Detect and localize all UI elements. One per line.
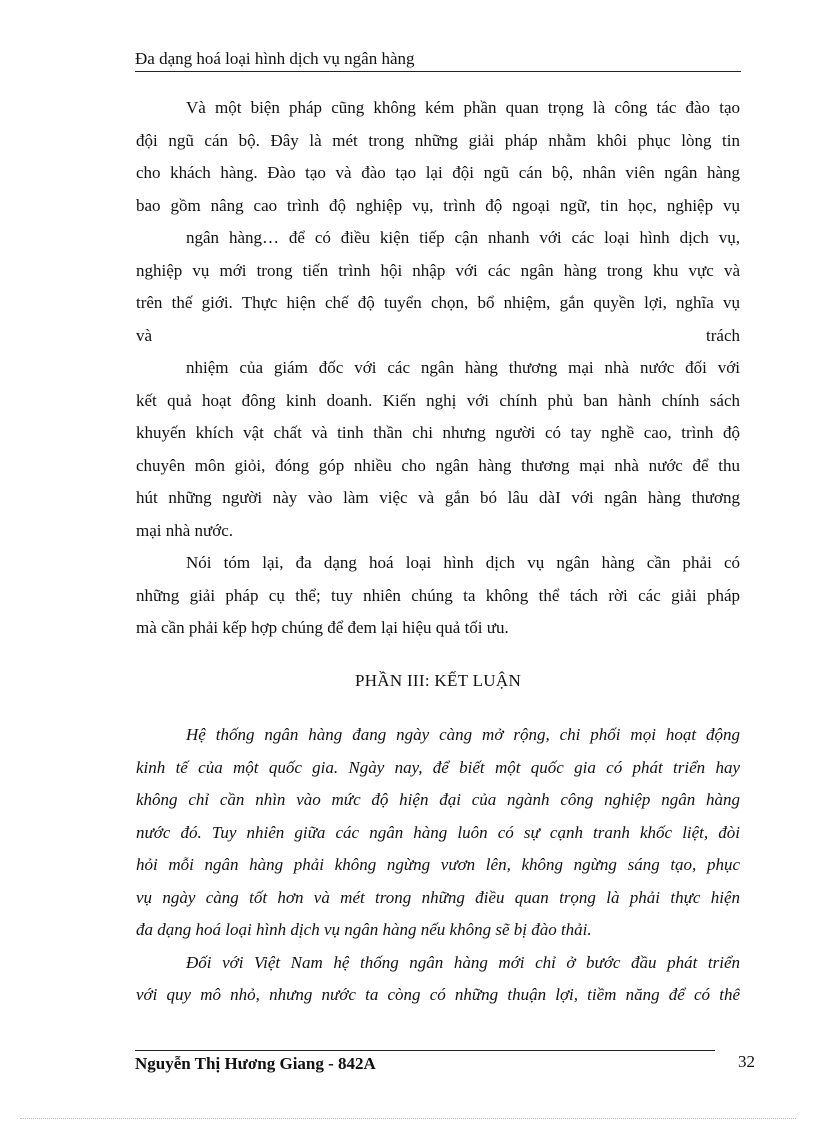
text-line: kết quả hoạt đông kinh doanh. Kiến nghị với chính phủ ban hành chính sách [136, 390, 740, 410]
document-body [136, 92, 740, 1012]
split-left: và [136, 325, 153, 345]
text-line: bao gồm nâng cao trình độ nghiệp vụ, trình độ ngoại ngữ, tin học, nghiệp vụ [136, 195, 740, 215]
text-line: đa dạng hoá loại hình dịch vụ ngân hàng nếu không sẽ bị đào thải. [136, 920, 592, 939]
text-line: cho khách hàng. Đào tạo và đào tạo lại đội ngũ cán bộ, nhân viên ngân hàng [136, 163, 740, 182]
text-line: mại nhà nước. [136, 520, 234, 540]
conclusion-paragraph-1 [136, 719, 740, 947]
text-line: vụ ngày càng tốt hơn và mét trong những điều quan trọng là phải thực hiện [136, 887, 740, 907]
text-line: với quy mô nhỏ, nhưng nước ta còng có những thuận lợi, tiềm năng để có thể [136, 985, 740, 1004]
text-line: kinh tế của một quốc gia. Ngày nay, để biết một quốc gia có phát triển hay [136, 757, 740, 777]
text-line: Đối với Việt Nam hệ thống ngân hàng mới chỉ ở bước đầu phát triển [186, 952, 740, 972]
text-line: nhiệm của giám đốc với các ngân hàng thương mại nhà nước đối với [186, 358, 740, 377]
page-number: 32 [738, 1052, 755, 1071]
header-title: Đa dạng hoá loại hình dịch vụ ngân hàng [135, 49, 415, 68]
paragraph-training [136, 92, 740, 222]
text-line: trên thế giới. Thực hiện chế độ tuyển chọn, bổ nhiệm, gắn quyền lợi, nghĩa vụ [136, 293, 740, 312]
text-line: Và một biện pháp cũng không kém phần quan trọng là công tác đào tạo [186, 98, 740, 117]
paragraph-access [136, 222, 740, 352]
footer-rule [135, 1050, 715, 1051]
paragraph-responsibility [136, 352, 740, 547]
text-line: Nói tóm lại, đa dạng hoá loại hình dịch vụ ngân hàng cần phải có [186, 553, 740, 572]
text-line: nghiệp vụ mới trong tiến trình hội nhập với các ngân hàng trong khu vực và [136, 260, 740, 280]
split-right: trách [706, 325, 740, 345]
page-bottom-divider [20, 1118, 796, 1119]
paragraph-summary [136, 547, 740, 645]
text-line: Hệ thống ngân hàng đang ngày càng mở rộng, chi phối mọi hoạt động [186, 725, 740, 744]
text-line-split [136, 320, 740, 353]
footer-author: Nguyễn Thị Hương Giang - 842A [135, 1054, 376, 1073]
text-line: hút những người này vào làm việc và gắn bó lâu dàI với ngân hàng thương [136, 488, 740, 507]
conclusion-paragraph-2 [136, 947, 740, 1012]
text-line: đội ngũ cán bộ. Đây là mét trong những giải pháp nhằm khôi phục lòng tin [136, 130, 740, 150]
section-title: PHẦN III: KẾT LUẬN [354, 670, 522, 690]
text-line: hỏi mỗi ngân hàng phải không ngừng vươn lên, không ngừng sáng tạo, phục [136, 855, 740, 874]
text-line: chuyên môn giỏi, đóng góp nhiều cho ngân hàng thương mại nhà nước để thu [136, 455, 740, 475]
text-line: những giải pháp cụ thể; tuy nhiên chúng ta không thể tách rời các giải pháp [136, 585, 740, 605]
text-line: ngân hàng… để có điều kiện tiếp cận nhanh với các loại hình dịch vụ, [186, 228, 740, 247]
text-line: mà cần phải kếp hợp chúng để đem lại hiệu quả tối ưu. [136, 618, 509, 637]
text-line: khuyến khích vật chất và tinh thần chi nhưng người có tay nghề cao, trình độ [136, 423, 740, 442]
text-line: nước đó. Tuy nhiên giữa các ngân hàng luôn có sự cạnh tranh khốc liệt, đòi [136, 822, 740, 842]
running-header [135, 48, 741, 72]
text-line: không chỉ cần nhìn vào mức độ hiện đại của ngành công nghiệp ngân hàng [136, 790, 740, 809]
